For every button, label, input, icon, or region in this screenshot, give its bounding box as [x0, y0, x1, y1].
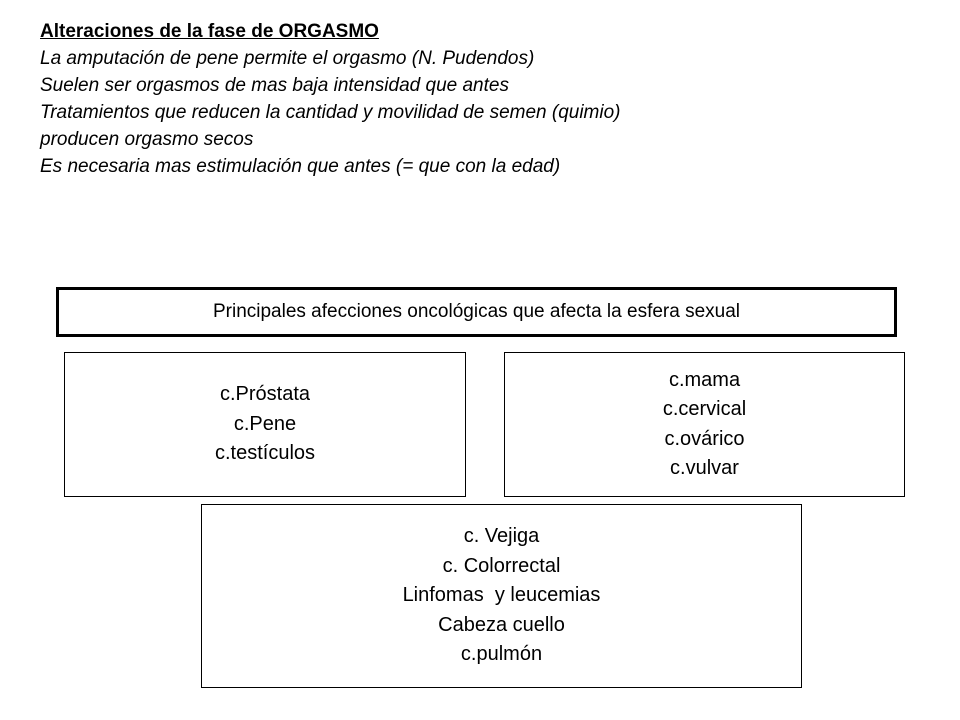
male-cancer-item: c.Próstata: [219, 383, 311, 406]
common-cancer-item: Linfomas y leucemias: [402, 584, 601, 607]
text-line: Tratamientos que reducen la cantidad y movilidad de semen (quimio): [40, 102, 621, 123]
female-cancer-item: c.mama: [668, 368, 741, 391]
common-cancer-item: c. Vejiga: [463, 525, 540, 548]
female-cancer-item: c.cervical: [662, 398, 747, 420]
common-cancer-item: c.pulmón: [460, 643, 543, 666]
common-cancer-item: Cabeza cuello: [438, 613, 565, 636]
text-line: La amputación de pene permite el orgasmo (N. Pudendos): [40, 48, 535, 69]
text-section: [40, 18, 920, 180]
male-cancer-item: c.testículos: [214, 442, 316, 465]
female-cancers-box: [504, 352, 905, 497]
common-cancer-item: c. Colorrectal: [442, 554, 561, 577]
diagram-header-text: Principales afecciones oncológicas que afecta la esfera sexual: [212, 301, 741, 322]
common-cancers-box: [201, 504, 802, 688]
female-cancer-item: c.ovárico: [664, 427, 745, 450]
text-line: Suelen ser orgasmos de mas baja intensidad que antes: [40, 75, 509, 96]
slide-title: Alteraciones de la fase de ORGASMO: [40, 21, 379, 42]
diagram-header-box: [56, 287, 897, 337]
female-cancer-item: c.vulvar: [670, 457, 739, 479]
text-line: producen orgasmo secos: [40, 129, 254, 150]
male-cancers-box: [64, 352, 466, 497]
male-cancer-item: c.Pene: [233, 412, 297, 435]
text-line: Es necesaria mas estimulación que antes (= que con la edad): [40, 156, 561, 177]
